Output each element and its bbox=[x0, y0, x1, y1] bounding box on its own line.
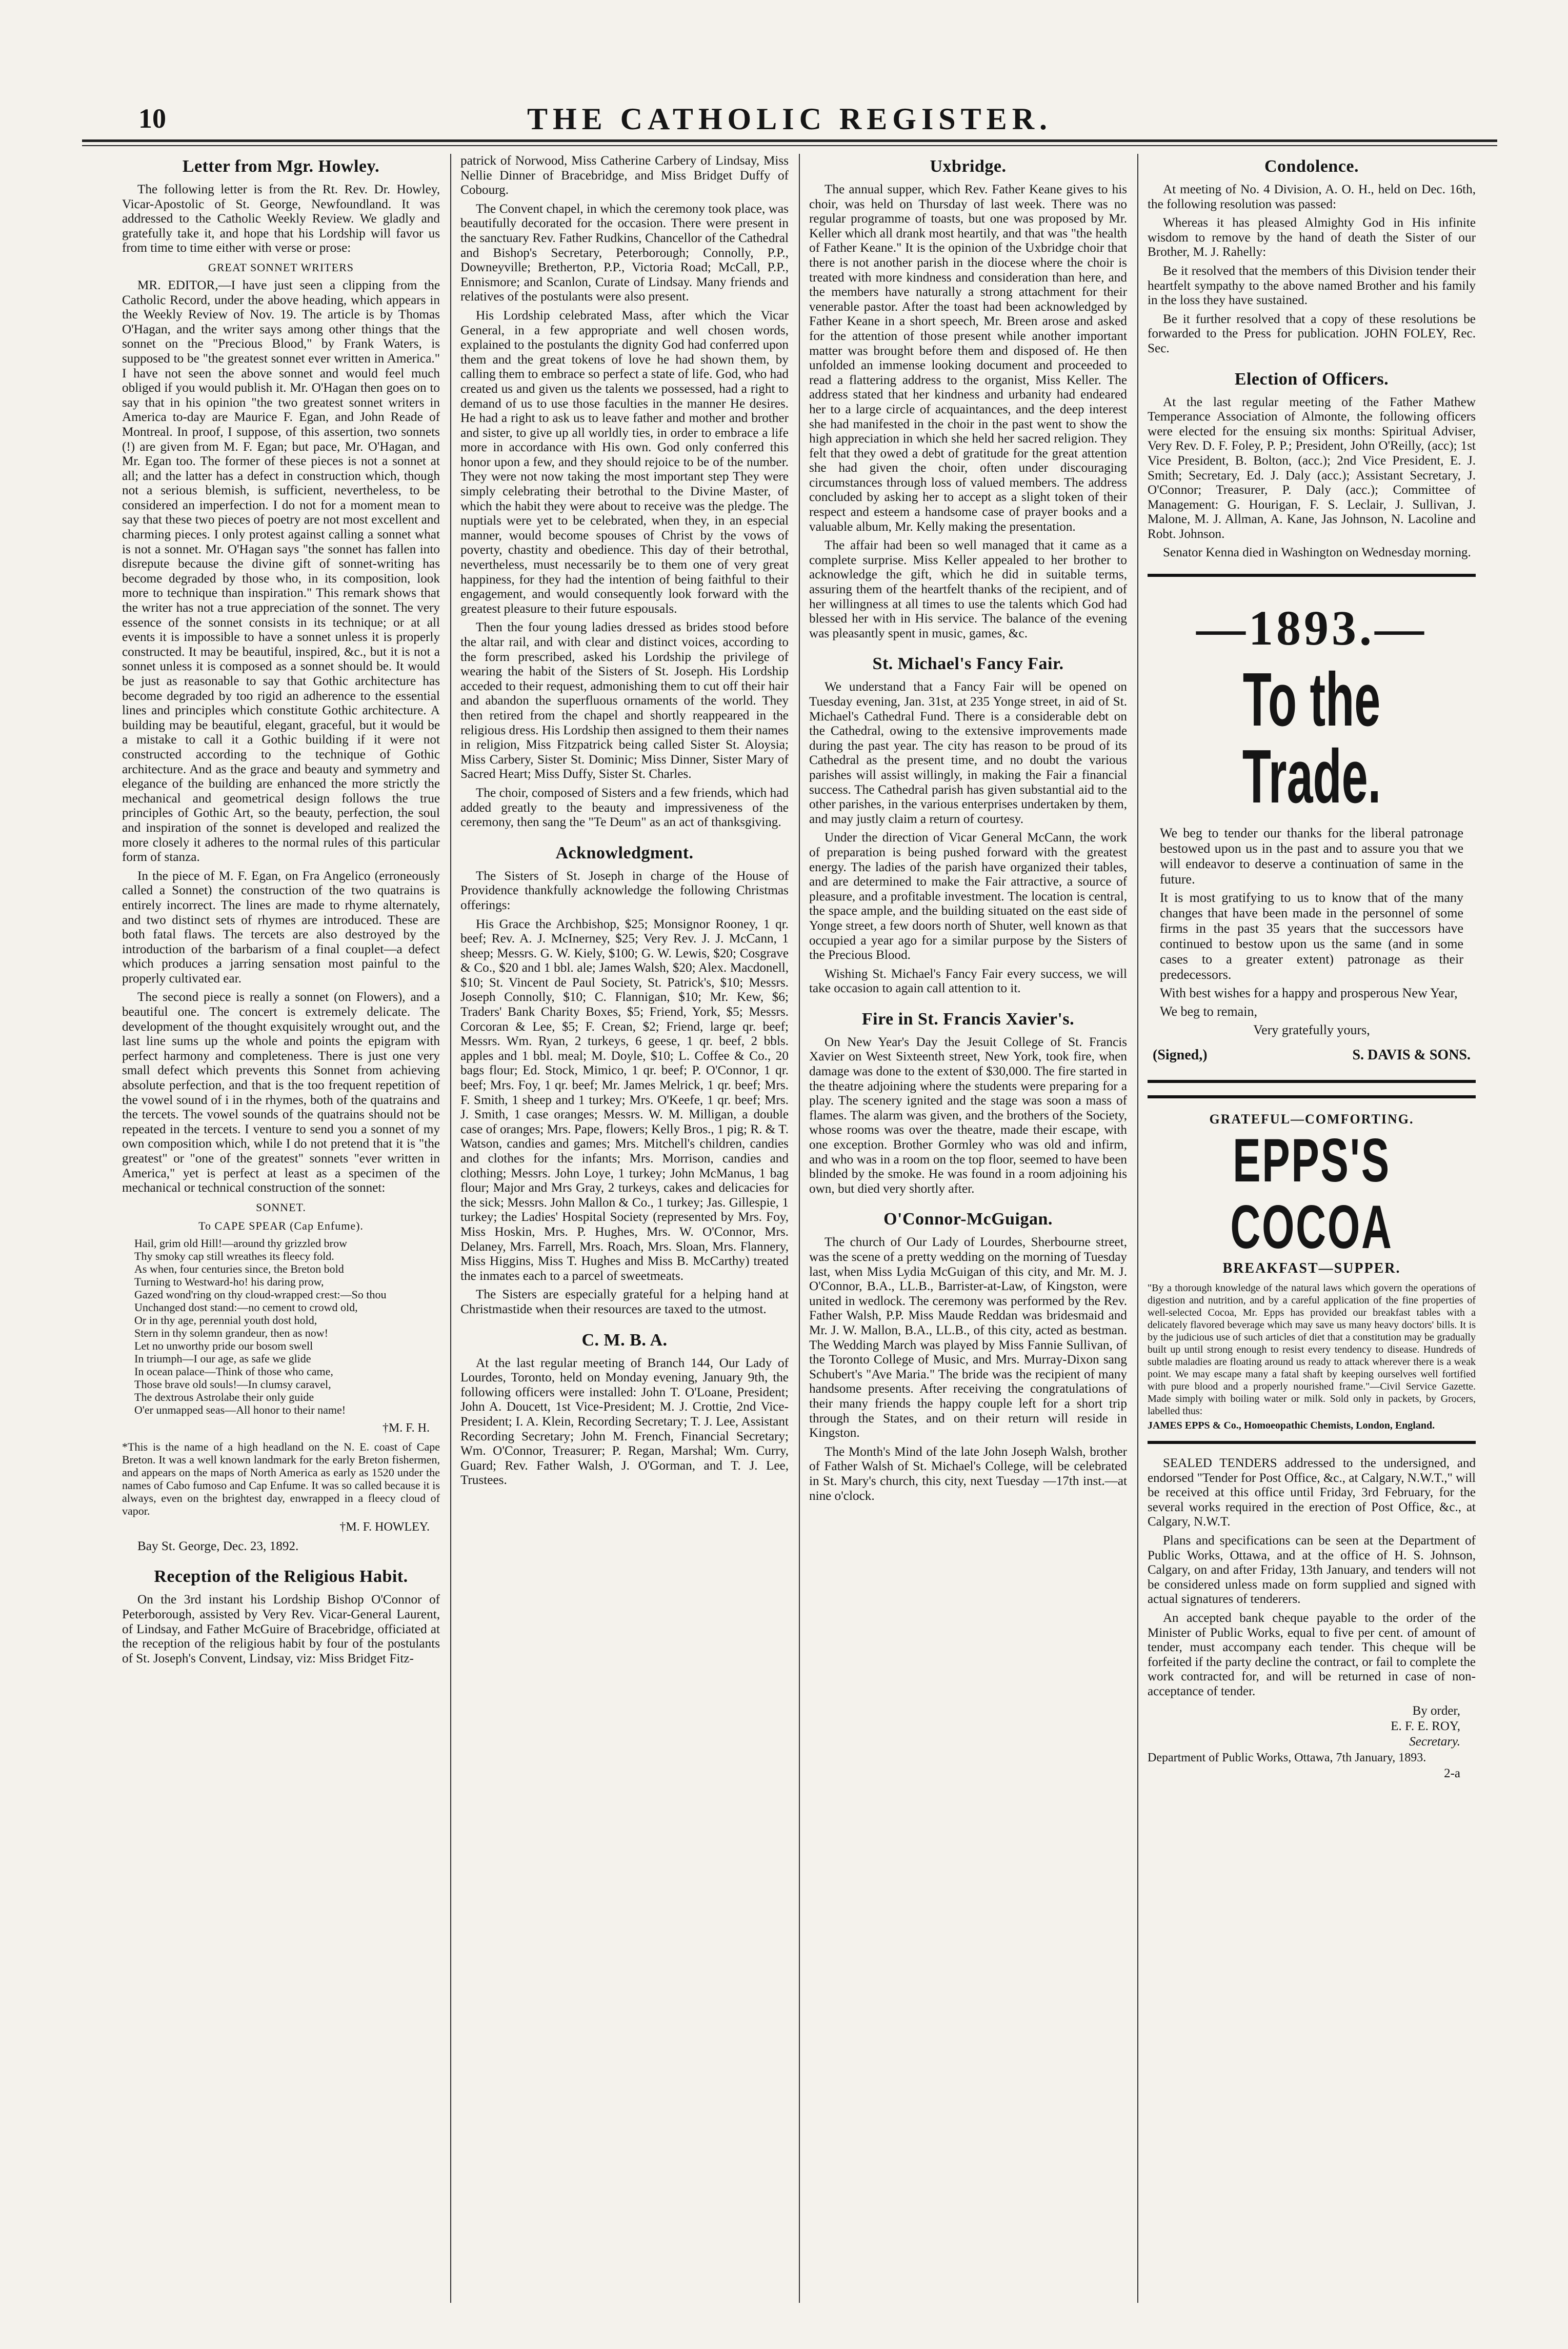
article-paragraph: In the piece of M. F. Egan, on Fra Angelico (erroneously called a Sonnet) the construction of the two quatrains is entirely incorrect. The lines are made to rhyme alternately, and two distinct sets of rhymes are introduced. These are both fatal flaws. The tercets are also destroyed by the introduction of the barbarism of a final couplet—a defect which produces a jarring sensation most painful to the properly cultivated ear. bbox=[122, 869, 440, 986]
article-paragraph: The choir, composed of Sisters and a few friends, which had added greatly to the beauty and impressiveness of the ceremony, then sang the "Te Deum" as an act of thanksgiving. bbox=[460, 786, 789, 830]
article-headline: Acknowledgment. bbox=[555, 843, 694, 862]
article-headline: Condolence. bbox=[1264, 157, 1359, 176]
poem-line: Or in thy age, perennial youth dost hold, bbox=[134, 1313, 317, 1327]
footnote: *This is the name of a high headland on the N. E. coast of Cape Breton. It was a well known landmark for the early Breton fishermen, and appears on the maps of North America as early as 1520 under the names of Cabo fumoso and Cap Enfume. It was so called because it is always, even on the brightest day, enwrapped in a fleecy cloud of vapor. bbox=[122, 1440, 440, 1517]
poem-line: Those brave old souls!—In clumsy caravel, bbox=[134, 1377, 331, 1391]
article-paragraph: MR. EDITOR,—I have just seen a clipping from the Catholic Record, under the above heading, which appears in the Weekly Review of Nov. 19. The article is by Thomas O'Hagan, and the writer says among other things that the sonnet on the "Precious Blood," by Frank Waters, is supposed to be "the greatest sonnet ever written in America." I have not seen the above sonnet and would feel much obliged if you would publish it. Mr. O'Hagan then goes on to say that in his opinion "the two greatest sonnet writers in America to-day are Maurice F. Egan, and John Reade of Montreal. In proof, I suppose, of this assertion, two sonnets (!) are given from M. F. Egan; but pace, Mr. O'Hagan, and Mr. Egan too. The former of these pieces is not a sonnet at all; and the latter has a defect in construction which, though not a serious blemish, is sufficient, nevertheless, to be considered an imperfection. I do not for a moment mean to say that these two pieces of poetry are not most excellent and charming pieces. I only protest against calling a sonnet what is not a sonnet. Mr. O'Hagan says "the sonnet has fallen into disrepute because the divine gift of sonnet-writing has become degraded by those who, in its composition, look more to technique than inspiration." This remark shows that the writer has not a true appreciation of the sonnet. The very essence of the sonnet consists in its technique; or at all events it is impossible to have a sonnet unless it is properly constructed. It may be beautiful, inspired, &c., but it is not a sonnet unless it is composed as a sonnet should be. It would be just as reasonable to say that Gothic architecture has become degraded by too rigid an adherence to the essential lines and principles which constitute Gothic architecture. A building may be beautiful, elegant, graceful, but it would be a mistake to call it a Gothic building if it were not constructed according to the technique of Gothic architecture. And as the grace and beauty and symmetry and elegance of the building are enhanced the more strictly the mechanical and geometrical design follows the true principles of Gothic Art, so the beauty, perfection, the soul and inspiration of the sonnet is developed and realized the more closely it adheres to the normal rules of this particular form of stanza. bbox=[122, 278, 440, 865]
article-paragraph: At the last regular meeting of Branch 144, Our Lady of Lourdes, Toronto, held on Monday evening, January 9th, the following officers were installed: John T. O'Loane, President; John A. Doucett, 1st Vice-President; M. J. Crottie, 2nd Vice-President; I. A. Klein, Recording Secretary; T. J. Lee, Assistant Recording Secretary; John M. French, Financial Secretary; Wm. O'Connor, Treasurer; P. Regan, Marshal; Wm. Curry, Guard; Rev. Father Walsh, J. O'Gorman, and T. J. Lee, Trustees. bbox=[460, 1356, 789, 1488]
ad-subtitle: BREAKFAST—SUPPER. bbox=[1222, 1260, 1401, 1277]
ad-tagline: GRATEFUL—COMFORTING. bbox=[1209, 1112, 1414, 1127]
article-paragraph: The second piece is really a sonnet (on Flowers), and a beautiful one. The concert is extremely delicate. The development of the thought exquisitely wrought out, and the last line sums up the whole and points the epigram with perfect harmony and completeness. There is just one very small defect which prevents this Sonnet from achieving absolute perfection, and that is the too frequent repetition of the vowel sound of i in the rhymes, both of the quatrains and the tercets. The vowel sounds of the quatrains should not be repeated in the tercets. I venture to send you a sonnet of my own composition which, while I do not pretend that it is "the greatest" or "one of the greatest" sonnets "ever written in America," yet is perfect at least as a specimen of the mechanical or technical construction of the sonnet: bbox=[122, 990, 440, 1195]
poem-heading: SONNET. bbox=[256, 1200, 306, 1214]
column-4 bbox=[1148, 154, 1476, 2303]
article-paragraph: At meeting of No. 4 Division, A. O. H., held on Dec. 16th, the following resolution was passed: bbox=[1148, 183, 1476, 211]
article-paragraph: Senator Kenna died in Washington on Wednesday morning. bbox=[1163, 546, 1471, 560]
article-fancy-fair bbox=[809, 654, 1127, 996]
poem-line: Turning to Westward-ho! his daring prow, bbox=[134, 1275, 324, 1288]
article-paragraph: Be it further resolved that a copy of these resolutions be forwarded to the Press for publication. JOHN FOLEY, Rec. Sec. bbox=[1148, 312, 1476, 355]
article-paragraph: Then the four young ladies dressed as brides stood before the altar rail, and with clear and distinct voices, according to the form prescribed, asked his Lordship the privilege of wearing the habit of the Sisters of St. Joseph. His Lordship acceded to their request, admonishing them to cut off their hair and abandon the superfluous ornaments of the world. They then retired from the chapel and shortly reappeared in the religious dress. His Lordship then assigned to them their names in religion, Miss Fitzpatrick being called Sister St. Aloysia; Miss Carbery, Sister St. Dominic; Miss Dinner, Sister Mary of Sacred Heart; Miss Duffy, Sister St. Charles. bbox=[460, 620, 789, 781]
article-paragraph: The Sisters of St. Joseph in charge of the House of Providence thankfully acknowledge the following Christmas offerings: bbox=[460, 869, 789, 912]
ad-title: EPPS'S COCOA bbox=[1230, 1126, 1393, 1262]
article-paragraph: Whereas it has pleased Almighty God in His infinite wisdom to remove by the hand of death the Sister of our Brother, M. J. Rahelly: bbox=[1148, 216, 1476, 259]
article-headline: Uxbridge. bbox=[930, 157, 1007, 176]
article-fire bbox=[809, 1010, 1127, 1197]
article-paragraph: We understand that a Fancy Fair will be opened on Tuesday evening, Jan. 31st, at 235 Yonge street, in aid of St. Michael's Cathedral Fund. There is a considerable debt on the Cathedral, owing to the extensive improvements made during the past year. The city has reason to be proud of its Cathedral as the present time, and no doubt the various parishes will assist willingly, in making the Fair a financial success. The Cathedral parish has given substantial aid to the other parishes, in the various enterprises undertaken by them, and may justly claim a return of courtesy. bbox=[809, 680, 1127, 826]
article-paragraph: The Month's Mind of the late John Joseph Walsh, brother of Father Walsh of St. Michael's College, will be celebrated in St. Mary's church, this city, next Tuesday —17th inst.—at nine o'clock. bbox=[809, 1444, 1127, 1503]
ad-signature bbox=[1153, 1047, 1471, 1063]
notice-paragraph: An accepted bank cheque payable to the order of the Minister of Public Works, equal to five per cent. of amount of tender, must accompany each tender. This cheque will be forfeited if the party decline the contract, or fail to complete the work contracted for, and will be returned in case of non-acceptance of tender. bbox=[1148, 1611, 1476, 1698]
article-headline: Letter from Mgr. Howley. bbox=[182, 157, 380, 176]
masthead-rule bbox=[82, 139, 1497, 142]
article-uxbridge bbox=[809, 157, 1127, 641]
ad-text: "By a thorough knowledge of the natural laws which govern the operations of digestion and nutrition, and by a careful application of the fine properties of well-selected Cocoa, Mr. Epps has provided our breakfast tables with a delicately flavored beverage which may save us many heavy doctors' bills. It is by the judicious use of such articles of diet that a constitution may be gradually built up until strong enough to resist every tendency to disease. Hundreds of subtle maladies are floating around us ready to attack wherever there is a weak point. We may escape many a fatal shaft by keeping ourselves well fortified with pure blood and a properly nourished frame."—Civil Service Gazette. Made simply with boiling water or milk. Sold only in packets, by Grocers, labelled thus: bbox=[1148, 1282, 1476, 1417]
ad-text: With best wishes for a happy and prosperous New Year, bbox=[1160, 986, 1458, 1001]
masthead-rule-thin bbox=[82, 145, 1497, 146]
ad-text: It is most gratifying to us to know that of the many changes that have been made in the personnel of some firms in the past 35 years that the successors have continued to bestow upon us the same (and in some cases to a greater extent) patronage as their predecessors. bbox=[1160, 890, 1463, 982]
article-condolence bbox=[1148, 157, 1476, 356]
article-paragraph: Under the direction of Vicar General McCann, the work of preparation is being pushed forward with the greatest energy. The ladies of the parish have organized their tables, and are determined to make the Fair attractive, a source of pleasure, and a profitable investment. The location is central, the space ample, and the building situated on the east side of Yonge street, a few doors north of Shuter, well known as that occupied a year ago for a similar purpose by the Sisters of the Precious Blood. bbox=[809, 831, 1127, 962]
article-paragraph: The church of Our Lady of Lourdes, Sherbourne street, was the scene of a pretty wedding on the morning of Tuesday last, when Miss Lydia McGuigan of this city, and Mr. M. J. O'Connor, B.A., LL.B., Barrister-at-Law, of Kingston, were united in wedlock. The ceremony was performed by the Rev. Father Walsh, P.P. Miss Maude Reddan was bridesmaid and Mr. J. W. Mallon, B.A., LL.B., of this city, acted as bestman. The Wedding March was played by Miss Fannie Sullivan, of the Toronto College of Music, and Mrs. Murray-Dixon sang Schubert's "Ave Maria." The bride was the recipient of many handsome presents. After receiving the congratulations of their many friends the happy couple left for a short trip through the States, and on their return will reside in Kingston. bbox=[809, 1235, 1127, 1440]
newspaper-title: THE CATHOLIC REGISTER. bbox=[527, 102, 1053, 136]
article-paragraph: On New Year's Day the Jesuit College of St. Francis Xavier on West Sixteenth street, New York, took fire, when damage was done to the extent of $30,000. The fire started in the theatre adjoining where the students were preparing for a play. The scenery ignited and the stage was soon a mass of flames. The alarm was given, and the brothers of the Society, whose rooms was over the theatre, made their escape, with one exception. Brother Gormley who was old and infirm, and who was in a room on the top floor, seemed to have been blinded by the smoke. He was found in a room adjoining his own, but died very shortly after. bbox=[809, 1035, 1127, 1196]
firm-name: S. DAVIS & SONS. bbox=[1352, 1047, 1471, 1063]
masthead bbox=[82, 103, 1497, 159]
poem-signature: †M. F. H. bbox=[382, 1421, 430, 1435]
advertisement-epps bbox=[1148, 1095, 1476, 1444]
poem-line: Hail, grim old Hill!—around thy grizzled brow bbox=[134, 1236, 347, 1250]
article-paragraph: The following letter is from the Rt. Rev. Dr. Howley, Vicar-Apostolic of St. George, Newfoundland. It was addressed to the Catholic Weekly Review. We gladly and gratefully take it, and hope that his Lordship will favor us from time to time either with verse or prose: bbox=[122, 183, 440, 255]
article-headline: Election of Officers. bbox=[1234, 369, 1389, 389]
poem-line: In ocean palace—Think of those who came, bbox=[134, 1364, 333, 1378]
poem-line: As when, four centuries since, the Breton bold bbox=[134, 1262, 344, 1275]
poem-line: In triumph—I our age, as safe we glide bbox=[134, 1352, 311, 1365]
signed-label: (Signed,) bbox=[1153, 1047, 1208, 1063]
ad-text: Very gratefully yours, bbox=[1253, 1022, 1370, 1038]
notice-department: Department of Public Works, Ottawa, 7th January, 1893. bbox=[1148, 1751, 1426, 1764]
ad-year: —1893.— bbox=[1196, 600, 1427, 656]
notice-code: 2-a bbox=[1444, 1766, 1460, 1780]
poem-dedication: To CAPE SPEAR (Cap Enfume). bbox=[198, 1219, 364, 1232]
ad-maker: JAMES EPPS & Co., Homoeopathic Chemists, London, England. bbox=[1148, 1420, 1435, 1432]
letter-signature: †M. F. HOWLEY. bbox=[339, 1520, 430, 1534]
notice-order: By order, bbox=[1412, 1703, 1460, 1718]
article-paragraph: The Convent chapel, in which the ceremony took place, was beautifully decorated for the occasion. There were present in the sanctuary Rev. Father Rudkins, Chancellor of the Cathedral and Bishop's Secretary, Peterborough; Connolly, P.P., Downeyville; Bretherton, P.P., Victoria Road; McCall, P.P., Ennismore; and Scanlon, Curate of Lindsay. Many friends and relatives of the postulants were also present. bbox=[460, 202, 789, 304]
poem-line: Gazed wond'ring on thy cloud-wrapped crest:—So thou bbox=[134, 1288, 387, 1301]
ad-title: To the Trade. bbox=[1242, 657, 1381, 819]
poem-line: The dextrous Astrolabe their only guide bbox=[134, 1390, 314, 1403]
article-paragraph: At the last regular meeting of the Father Mathew Temperance Association of Almonte, the following officers were elected for the ensuing six months: Spiritual Adviser, Very Rev. D. F. Foley, P. P.; President, John O'Reilly, (acc); 1st Vice President, B. Bolton, (acc.); 2nd Vice President, E. J. Smith; Secretary, Ed. J. Daly (acc.); Assistant Secretary, J. O'Connor; Treasurer, P. Daly (acc.); Committee of Management: G. Hourigan, F. S. Leclair, J. Sullivan, J. Malone, M. J. Allman, A. Kane, Jas Johnson, N. Lacoline and Robt. Johnson. bbox=[1148, 395, 1476, 541]
column-divider bbox=[450, 154, 451, 2303]
article-paragraph: patrick of Norwood, Miss Catherine Carbery of Lindsay, Miss Nellie Dinner of Bracebridge, and Miss Bridget Duffy of Cobourg. bbox=[460, 154, 789, 197]
sonnet bbox=[134, 1237, 440, 1416]
article-religious-habit-continued bbox=[460, 154, 789, 830]
column-3 bbox=[809, 154, 1127, 2303]
column-2 bbox=[460, 154, 789, 2303]
column-1 bbox=[122, 154, 440, 2303]
notice-signatory-title: Secretary. bbox=[1409, 1734, 1460, 1749]
notice-paragraph: Plans and specifications can be seen at the Department of Public Works, Ottawa, and at the office of H. S. Johnson, Calgary, on and after Friday, 13th January, and tenders will not be considered unless made on form supplied and signed with actual signatures of tenderers. bbox=[1148, 1534, 1476, 1607]
article-religious-habit bbox=[122, 1567, 440, 1666]
column-divider bbox=[1137, 154, 1138, 2303]
article-cmba bbox=[460, 1331, 789, 1488]
article-paragraph: Wishing St. Michael's Fancy Fair every success, we will take occasion to again call attention to it. bbox=[809, 967, 1127, 996]
dateline: Bay St. George, Dec. 23, 1892. bbox=[137, 1539, 299, 1553]
article-headline: St. Michael's Fancy Fair. bbox=[872, 654, 1064, 674]
ad-text: We beg to tender our thanks for the liberal patronage bestowed upon us in the past and to assure you that we will endeavor to deserve a continuation of same in the future. bbox=[1160, 826, 1463, 887]
article-election bbox=[1148, 370, 1476, 561]
article-paragraph: On the 3rd instant his Lordship Bishop O'Connor of Peterborough, assisted by Very Rev. Vicar-General Laurent, of Lindsay, and Father McGuire of Bracebridge, officiated at the reception of the religious habit by four of the postulants of St. Joseph's Convent, Lindsay, viz: Miss Bridget Fitz- bbox=[122, 1593, 440, 1665]
article-paragraph: Be it resolved that the members of this Division tender their heartfelt sympathy to the above named Brother and his family in the loss they have sustained. bbox=[1148, 264, 1476, 308]
poem-line: Let no unworthy pride our bosom swell bbox=[134, 1339, 313, 1352]
notice-sealed-tenders bbox=[1148, 1456, 1476, 1781]
article-subheading: GREAT SONNET WRITERS bbox=[208, 260, 354, 274]
poem-line: Thy smoky cap still wreathes its fleecy fold. bbox=[134, 1249, 334, 1262]
notice-signatory: E. F. E. ROY, bbox=[1391, 1719, 1460, 1733]
article-paragraph: The affair had been so well managed that it came as a complete surprise. Miss Keller appealed to her brother to acknowledge the gift, which he did in suitable terms, assuring them of the heartfelt thanks of the recipient, and of her willingness at all times to use the talents which God had blessed her with in His service. The balance of the evening was pleasantly spent in music, games, &c. bbox=[809, 538, 1127, 640]
poem-line: O'er unmapped seas—All honor to their name! bbox=[134, 1403, 346, 1416]
article-paragraph: His Lordship celebrated Mass, after which the Vicar General, in a few appropriate and well chosen words, explained to the postulants the dignity God had conferred upon them and the great tokens of love he had shown them, by calling them to embrace so perfect a state of life. God, who had created us and given us the talents we possessed, had a right to demand of us to use those faculties in the manner He desires. He had a right to ask us to leave father and mother and brother and sister, to give up all worldly ties, in order to embrace a life more in accordance with His own. God only conferred this honor upon a few, and they should rejoice to be of the number. They were not now taking the most important step They were simply celebrating their betrothal to the Divine Master, of which the habit they were about to receive was the pledge. The nuptials were yet to be celebrated, when they, in an especial manner, would become spouses of Christ by the vows of poverty, chastity and obedience. This day of their betrothal, nevertheless, must necessarily be to them one of very great happiness, for they had the intention of being faithful to their engagement, and would consequently look forward with the greatest pleasure to their future espousals. bbox=[460, 308, 789, 616]
article-paragraph: The Sisters are especially grateful for a helping hand at Christmastide when their resources are taxed to the utmost. bbox=[460, 1288, 789, 1316]
article-headline: Reception of the Religious Habit. bbox=[154, 1567, 408, 1587]
article-acknowledgment bbox=[460, 844, 789, 1317]
poem-line: Stern in thy solemn grandeur, then as now! bbox=[134, 1326, 328, 1339]
article-headline: O'Connor-McGuigan. bbox=[883, 1210, 1053, 1229]
column-divider bbox=[799, 154, 800, 2303]
page-number: 10 bbox=[138, 103, 166, 134]
advertisement-davis bbox=[1148, 574, 1476, 1083]
article-wedding bbox=[809, 1210, 1127, 1503]
notice-paragraph: SEALED TENDERS addressed to the undersigned, and endorsed "Tender for Post Office, &c., at Calgary, N.W.T.," will be received at this office until Friday, 3rd February, for the several works required in the erection of Post Office, &c., at Calgary, N.W.T. bbox=[1148, 1456, 1476, 1529]
article-headline: Fire in St. Francis Xavier's. bbox=[861, 1009, 1075, 1029]
article-howley-letter bbox=[122, 157, 440, 1554]
poem-line: Unchanged dost stand:—no cement to crowd old, bbox=[134, 1300, 358, 1314]
article-paragraph: The annual supper, which Rev. Father Keane gives to his choir, was held on Thursday of last week. There was no regular programme of toasts, but one was proposed by Mr. Keller which all drank most heartily, and that was "the health of Father Keane." It is the opinion of the Uxbridge choir that there is not another parish in the diocese where the choir is treated with more kindness and consideration than here, and the members have naturally a strong attachment for their venerable pastor. After the toast had been acknowledged by Father Keane in a short speech, Mr. Breen arose and asked for the attention of those present while another important matter was brought before them and disposed of. He then unfolded an immense looking document and proceeded to read a flattering address to the organist, Miss Keller. The address stated that her kindness and urbanity had endeared her to a large circle of acquaintances, and the deep interest she had manifested in the choir in the past went to show the high appreciation in which she held her sacred religion. They felt that they owed a debt of gratitude for the great attention she had given the choir, often under discouraging circumstances through loss of valued members. The address concluded by asking her to accept as a slight token of their respect and esteem a handsome case of prayer books and a valuable album, Mr. Kelly making the presentation. bbox=[809, 183, 1127, 534]
ad-text: We beg to remain, bbox=[1160, 1004, 1257, 1019]
article-headline: C. M. B. A. bbox=[581, 1330, 668, 1350]
article-paragraph: His Grace the Archbishop, $25; Monsignor Rooney, 1 qr. beef; Rev. A. J. McInerney, $25; Very Rev. J. J. McCann, 1 sheep; Messrs. G. W. Kiely, $100; G. W. Lewis, $20; Cosgrave & Co., $20 and 1 bbl. ale; James Walsh, $20; Alex. Macdonell, $10; St. Vincent de Paul Society, St. Patrick's, $10; Messrs. Joseph Connolly, $10; C. Flannigan, $10; Mr. Kew, $6; Traders' Bank Charity Boxes, $5; Friend, York, $5; Messrs. Corcoran & Lee, $5; F. Crean, $2; Friend, large qr. beef; Messrs. Wm. Ryan, 2 turkeys, 6 geese, 1 qr. beef, 2 bbls. apples and 1 bbl. meal; M. Doyle, $10; L. Coffee & Co., 20 bags flour; Ed. Stock, Mimico, 1 qr. beef; P. O'Connor, 1 qr. beef; Mrs. Foy, 1 qr. beef; Mr. James Melrick, 1 qr. beef; Mrs. F. Smith, 1 sheep and 1 turkey; Mrs. O'Keefe, 1 qr. beef; Mrs. J. Smith, 1 case oranges; Messrs. W. M. Milligan, a double case of oranges; Mrs. Pape, flowers; Kelly Bros., 1 pig; R. & T. Watson, candies and games; Mrs. Mitchell's children, candies and clothes for the infants; Mrs. Morrison, candies and clothing; Messrs. John Loye, 1 turkey; John McManus, 1 bag flour; Major and Mrs Gray, 2 turkeys, cakes and delicacies for the sick; Messrs. John Mallon & Co., 1 turkey; Jas. Gillespie, 1 turkey; the Ladies' Hospital Society (represented by Mrs. Foy, Miss Hoskin, Mrs. P. Hughes, Mrs. W. O'Connor, Mrs. Delaney, Mrs. Farrell, Mrs. Roach, Mrs. Sloan, Mrs. Flannery, Miss Higgins, Miss T. Hughes and Miss B. McCarthy) treated the inmates each to a parcel of sweetmeats. bbox=[460, 917, 789, 1283]
